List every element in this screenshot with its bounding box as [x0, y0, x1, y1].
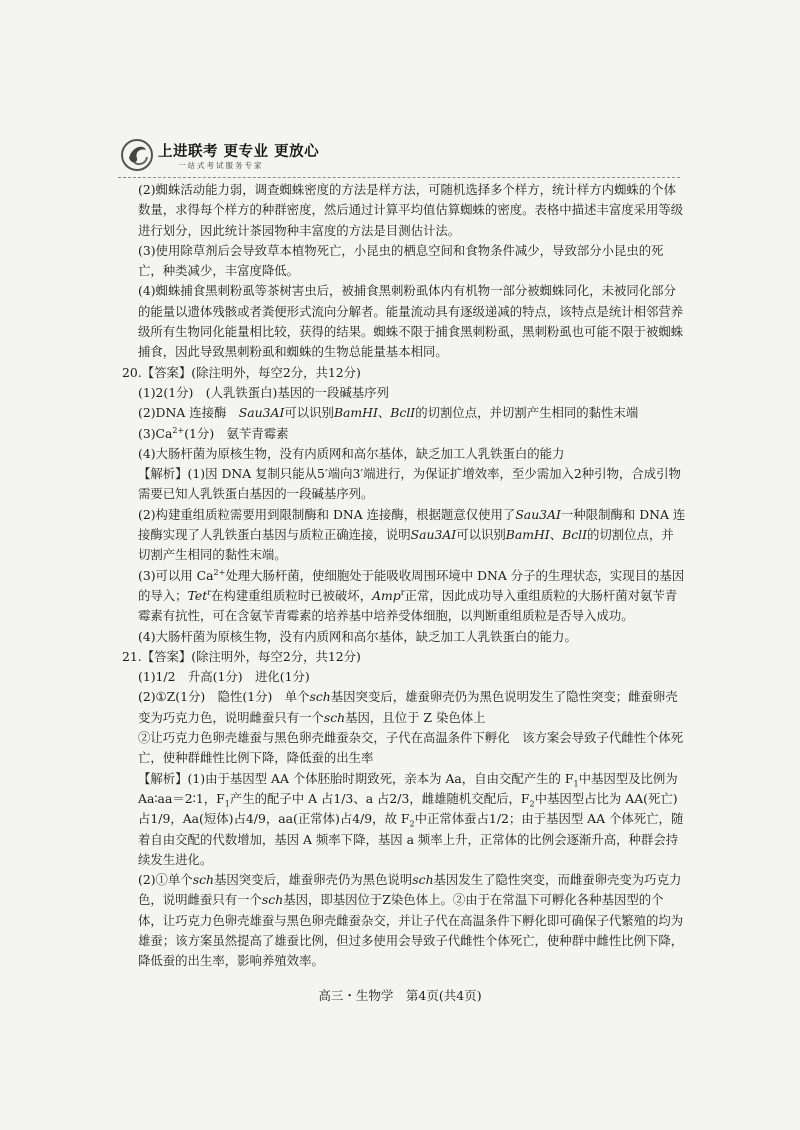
q19-part4: (4)蜘蛛捕食黑刺粉虱等茶树害虫后，被捕食黑刺粉虱体内有机物一部分被蜘蛛同化，未被同化部分的能量以遗体残骸或者粪便形式流向分解者。能量流动具有逐级递减的特点，该特点是统计相邻营养级所有生物同化能量相比较，获得的结果。蜘蛛不限于捕食黑刺粉虱，黑刺粉虱也可能不限于被蜘蛛捕食，因此导致黑刺粉虱和蜘蛛的生物总能量基本相同。	[138, 283, 684, 360]
q21-answer-3: ②让巧克力色卵壳雄蚕与黑色卵壳雌蚕杂交，子代在高温条件下孵化 该方案会导致子代雌性个体死亡，使种群雌性比例下降，降低蚕的出生率	[138, 730, 684, 766]
header-logo-bar	[120, 136, 680, 178]
q20-answer-1: (1)2(1分) (人乳铁蛋白)基因的一段碱基序列	[138, 384, 389, 400]
q21-answer-2: (2)①Z(1分) 隐性(1分) 单个sch基因突变后，雄蚕卵壳仍为黑色说明发生了隐性突变；雌蚕卵壳变为巧克力色，说明雌蚕只有一个sch基因，且位于 Z 染色体上	[138, 689, 678, 725]
q21-explain-1: 【解析】(1)由于基因型 AA 个体胚胎时期致死，亲本为 Aa，自由交配产生的 $F_1$中基因型及比例为 Aa∶aa＝2∶1，$F_1$产生的配子中 A 占1/3、a 占2/3，雌雄随机交配后，$F_2$中基因型占比为 AA(死亡)占1/9，Aa(短体)占4/9，aa(正常体)占4/9，故 $F_2$中正常体蚕占1/2；由于基因型 AA 个体死亡，随着自由交配的代数增加，基因 A 频率下降，基因 a 频率上升，正常体的比例会逐渐升高，种群会持续发生进化。	[138, 770, 684, 867]
q20-explain-4: (4)大肠杆菌为原核生物，没有内质网和高尔基体，缺乏加工人乳铁蛋白的能力。	[138, 628, 577, 644]
q21-heading: 21.【答案】(除注明外，每空2分，共12分)	[122, 648, 361, 664]
q21-explain-2: (2)①单个sch基因突变后，雄蚕卵壳仍为黑色说明sch基因发生了隐性突变，而雌蚕卵壳变为巧克力色，说明雌蚕只有一个sch基因，即基因位于Z染色体上。②由于在常温下可孵化各种基因型的个体，让巧克力色卵壳雄蚕与黑色卵壳雌蚕杂交，并让子代在高温条件下孵化即可确保子代繁殖的均为雄蚕；该方案虽然提高了雄蚕比例，但过多使用会导致子代雌性个体死亡，使种群中雌性比例下降，降低蚕的出生率，影响养殖效率。	[138, 872, 684, 969]
answer-content	[122, 180, 686, 972]
brand-subtitle: 一站式考试服务专家	[178, 161, 264, 170]
q20-answer-2: (2)DNA 连接酶 Sau3AⅠ可以识别BamHⅠ、BclⅠ的切割位点，并切割产生相同的黏性末端	[138, 405, 639, 421]
q19-part3: (3)使用除草剂后会导致草本植物死亡，小昆虫的栖息空间和食物条件减少，导致部分小昆虫的死亡，种类减少，丰富度降低。	[138, 242, 664, 279]
q20-answer-4: (4)大肠杆菌为原核生物，没有内质网和高尔基体，缺乏加工人乳铁蛋白的能力	[138, 445, 565, 461]
header-divider	[118, 177, 680, 178]
q20-explain-1: 【解析】(1)因 DNA 复制只能从5′端向3′端进行，为保证扩增效率，至少需加入2种引物，合成引物需要已知人乳铁蛋白基因的一段碱基序列。	[138, 466, 681, 502]
q20-heading: 20.【答案】(除注明外，每空2分，共12分)	[122, 364, 361, 380]
q19-part2: (2)蜘蛛活动能力弱，调查蜘蛛密度的方法是样方法，可随机选择多个样方，统计样方内蜘蛛的个体数量，求得每个样方的种群密度，然后通过计算平均值估算蜘蛛的密度。表格中描述丰富度采用等级进行划分，因此统计茶园物种丰富度的方法是目测估计法。	[138, 182, 684, 238]
page-footer: 高三・生物学 第4页(共4页)	[318, 988, 482, 1003]
q20-explain-3: (3)可以用 $Ca^{2+}$处理大肠杆菌，使细胞处于能吸收周围环境中 DNA 分子的生理状态，实现目的基因的导入；Tet$^r$在构建重组质粒时已被破坏，Amp$^r$正常，因此成功导入重组质粒的大肠杆菌对氨苄青霉素有抗性，可在含氨苄青霉素的培养基中培养受体细胞，以判断重组质粒是否导入成功。	[138, 567, 685, 624]
brand-title: 上进联考 更专业 更放心	[158, 144, 320, 160]
q21-answer-1: (1)1/2 升高(1分) 进化(1分)	[138, 669, 310, 685]
q20-answer-3: $(3)Ca^{2+}(1$分) 氨苄青霉素	[138, 425, 289, 441]
brand-logo-icon	[120, 138, 154, 172]
q20-explain-2: (2)构建重组质粒需要用到限制酶和 DNA 连接酶，根据题意仅使用了Sau3AⅠ一种限制酶和 DNA 连接酶实现了人乳铁蛋白基因与质粒正确连接，说明Sau3AⅠ可以识别BamHⅠ、BclⅠ的切割位点，并切割产生相同的黏性末端。	[138, 506, 686, 563]
